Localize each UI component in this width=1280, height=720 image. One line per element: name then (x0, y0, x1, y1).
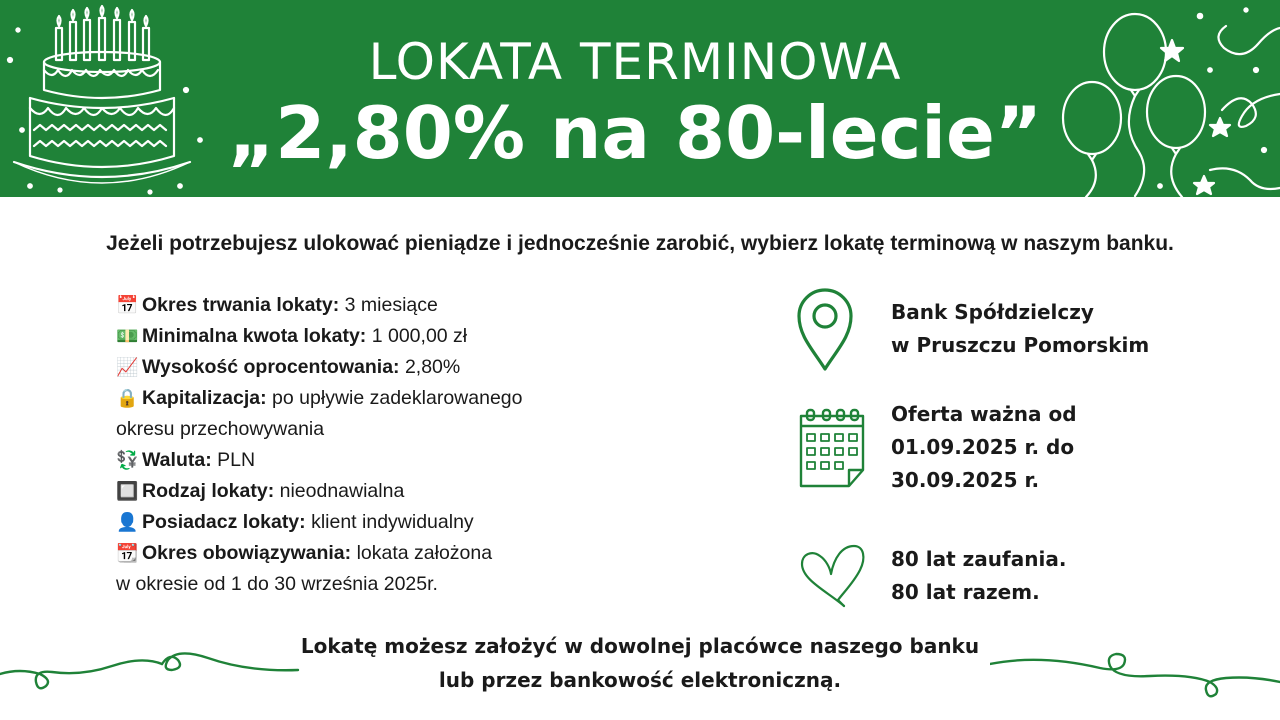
detail-value: 2,80% (399, 356, 461, 378)
detail-value: po upływie zadeklarowanego (266, 387, 523, 409)
square-button-icon: 🔲 (116, 481, 139, 501)
detail-capitalization-continuation: okresu przechowywania (116, 418, 325, 440)
anniversary-slogan (891, 543, 1066, 609)
currency-exchange-icon: 💱 (116, 450, 139, 470)
detail-capitalization (116, 383, 636, 414)
detail-value: lokata założona (351, 542, 493, 564)
header-banner (0, 0, 1280, 197)
detail-duration (116, 290, 636, 321)
detail-label: Okres obowiązywania: (142, 542, 352, 564)
bank-name (891, 296, 1149, 362)
detail-value: nieodnawialna (274, 480, 405, 502)
intro-text: Jeżeli potrzebujesz ulokować pieniądze i jednocześnie zarobić, wybierz lokatę terminową w naszym banku. (106, 232, 1174, 255)
detail-holder (116, 507, 636, 538)
detail-label: Rodzaj lokaty: (142, 480, 275, 502)
heart-icon (798, 540, 868, 610)
chart-up-icon: 📈 (116, 357, 139, 377)
bank-name-line1: Bank Spółdzielczy (891, 300, 1094, 324)
detail-label: Waluta: (142, 449, 212, 471)
offer-validity-line3: 30.09.2025 r. (891, 468, 1040, 492)
anniversary-line2: 80 lat razem. (891, 580, 1040, 604)
detail-label: Wysokość oprocentowania: (142, 356, 400, 378)
calendar-spiral-icon: 📆 (116, 543, 139, 563)
detail-validity-period (116, 538, 636, 569)
calendar-icon (797, 408, 867, 488)
location-pin-icon (796, 286, 854, 372)
detail-validity-continuation: w okresie od 1 do 30 września 2025r. (116, 573, 438, 595)
person-icon: 👤 (116, 512, 139, 532)
offer-details-list (116, 290, 636, 600)
detail-label: Posiadacz lokaty: (142, 511, 306, 533)
detail-value: PLN (211, 449, 256, 471)
calendar-icon: 📅 (116, 295, 139, 315)
detail-label: Kapitalizacja: (142, 387, 267, 409)
banner-title: LOKATA TERMINOWA (368, 33, 902, 91)
bank-name-line2: w Pruszczu Pomorskim (891, 333, 1150, 357)
detail-label: Okres trwania lokaty: (142, 294, 340, 316)
footer-line-2: lub przez bankowość elektroniczną. (438, 668, 842, 692)
offer-validity (891, 398, 1077, 497)
lock-icon: 🔒 (116, 388, 139, 408)
detail-interest-rate (116, 352, 636, 383)
anniversary-line1: 80 lat zaufania. (891, 547, 1067, 571)
detail-value: 1 000,00 zł (366, 325, 468, 347)
money-icon: 💵 (116, 326, 139, 346)
footer-line-1: Lokatę możesz założyć w dowolnej placówce naszego banku (300, 634, 980, 658)
detail-deposit-type (116, 476, 636, 507)
detail-value: 3 miesiące (339, 294, 438, 316)
detail-value: klient indywidualny (305, 511, 474, 533)
detail-label: Minimalna kwota lokaty: (142, 325, 367, 347)
detail-min-amount (116, 321, 636, 352)
offer-validity-line1: Oferta ważna od (891, 402, 1077, 426)
detail-currency (116, 445, 636, 476)
offer-validity-line2: 01.09.2025 r. do (891, 435, 1075, 459)
banner-headline: „2,80% na 80-lecie” (227, 91, 1043, 175)
